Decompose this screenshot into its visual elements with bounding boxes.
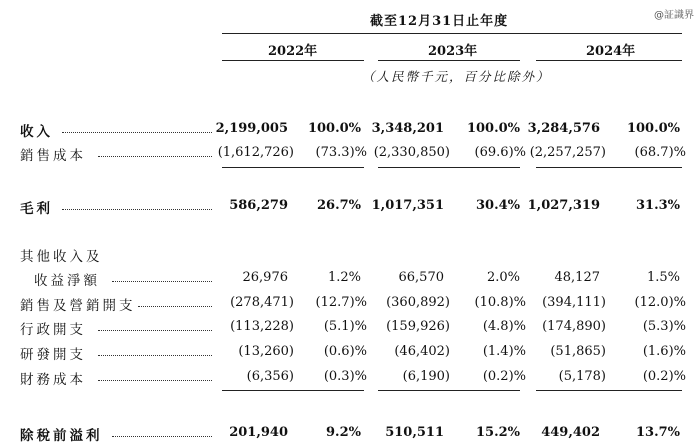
cell-cost-of-sales-2022-pct: (73.3)% — [315, 145, 367, 160]
cell-rd-2023-amount: (46,402) — [394, 344, 450, 359]
year-rule-2022 — [222, 60, 364, 61]
subtotal-rule-2024 — [536, 167, 682, 168]
cell-revenue-2022-pct: 100.0% — [307, 121, 361, 136]
cell-revenue-2024-amount: 3,284,576 — [527, 121, 600, 136]
period-title: 截至12月31日止年度 — [370, 14, 509, 29]
cell-admin-2022-pct: (5.1)% — [323, 319, 367, 334]
subtotal-rule-2023 — [378, 167, 520, 168]
cell-finance-2024-pct: (0.2)% — [642, 369, 686, 384]
cell-other-income-2024-amount: 48,127 — [554, 270, 600, 285]
year-rule-2024 — [536, 60, 682, 61]
header-rule-top — [222, 33, 682, 34]
cell-cost-of-sales-2024-pct: (68.7)% — [634, 145, 686, 160]
cell-rd-2024-amount: (51,865) — [550, 344, 606, 359]
cell-selling-2023-amount: (360,892) — [386, 295, 450, 310]
row-label-rd-expenses: 研發開支 — [20, 347, 86, 363]
cell-other-income-2022-pct: 1.2% — [327, 270, 361, 285]
cell-gross-profit-2022-pct: 26.7% — [316, 198, 361, 213]
subtotal-rule-2022 — [222, 390, 364, 391]
row-label-other-income-line2: 收益淨額 — [34, 273, 100, 289]
year-2024-header: 2024年 — [586, 44, 636, 59]
cell-gross-profit-2022-amount: 586,279 — [229, 198, 288, 213]
row-label-finance-costs: 財務成本 — [20, 372, 86, 388]
row-label-gross-profit: 毛利 — [20, 201, 53, 217]
subtotal-rule-2023 — [378, 390, 520, 391]
cell-rd-2024-pct: (1.6)% — [642, 344, 686, 359]
cell-cost-of-sales-2023-amount: (2,330,850) — [373, 145, 450, 160]
row-label-profit-before-tax: 除稅前溢利 — [20, 428, 103, 444]
cell-finance-2023-amount: (6,190) — [402, 369, 450, 384]
cell-selling-2024-pct: (12.0)% — [634, 295, 686, 310]
cell-pbt-2023-amount: 510,511 — [385, 425, 444, 440]
cell-selling-2024-amount: (394,111) — [542, 295, 606, 310]
year-2022-header: 2022年 — [268, 44, 318, 59]
cell-gross-profit-2023-pct: 30.4% — [475, 198, 520, 213]
cell-admin-2024-amount: (174,890) — [542, 319, 606, 334]
cell-pbt-2022-pct: 9.2% — [326, 425, 361, 440]
cell-rd-2022-amount: (13,260) — [238, 344, 294, 359]
row-label-other-income-line1: 其他收入及 — [20, 249, 103, 265]
cell-admin-2023-amount: (159,926) — [386, 319, 450, 334]
cell-gross-profit-2024-amount: 1,027,319 — [527, 198, 600, 213]
cell-admin-2023-pct: (4.8)% — [482, 319, 526, 334]
row-label-revenue: 收入 — [20, 124, 53, 140]
cell-admin-2022-amount: (113,228) — [230, 319, 294, 334]
row-label-admin-expenses: 行政開支 — [20, 322, 86, 338]
cell-rd-2022-pct: (0.6)% — [323, 344, 367, 359]
cell-revenue-2023-amount: 3,348,201 — [371, 121, 444, 136]
cell-finance-2022-amount: (6,356) — [246, 369, 294, 384]
year-rule-2023 — [378, 60, 520, 61]
cell-revenue-2024-pct: 100.0% — [626, 121, 680, 136]
subtotal-rule-2024 — [536, 390, 682, 391]
cell-pbt-2023-pct: 15.2% — [475, 425, 520, 440]
unit-note: （人民幣千元，百分比除外） — [362, 69, 551, 84]
watermark: @証識界 — [654, 10, 694, 21]
cell-cost-of-sales-2023-pct: (69.6)% — [474, 145, 526, 160]
cell-gross-profit-2024-pct: 31.3% — [635, 198, 680, 213]
subtotal-rule-2022 — [222, 167, 364, 168]
cell-revenue-2022-amount: 2,199,005 — [215, 121, 288, 136]
row-label-selling-expenses: 銷售及營銷開支 — [20, 298, 136, 314]
cell-pbt-2024-amount: 449,402 — [541, 425, 600, 440]
cell-revenue-2023-pct: 100.0% — [466, 121, 520, 136]
year-2023-header: 2023年 — [428, 44, 478, 59]
cell-finance-2024-amount: (5,178) — [558, 369, 606, 384]
cell-finance-2022-pct: (0.3)% — [323, 369, 367, 384]
cell-selling-2023-pct: (10.8)% — [474, 295, 526, 310]
cell-other-income-2024-pct: 1.5% — [646, 270, 680, 285]
cell-other-income-2023-amount: 66,570 — [398, 270, 444, 285]
cell-finance-2023-pct: (0.2)% — [482, 369, 526, 384]
cell-selling-2022-pct: (12.7)% — [315, 295, 367, 310]
cell-other-income-2022-amount: 26,976 — [242, 270, 288, 285]
cell-admin-2024-pct: (5.3)% — [642, 319, 686, 334]
cell-cost-of-sales-2024-amount: (2,257,257) — [529, 145, 606, 160]
cell-rd-2023-pct: (1.4)% — [482, 344, 526, 359]
cell-pbt-2022-amount: 201,940 — [229, 425, 288, 440]
cell-selling-2022-amount: (278,471) — [230, 295, 294, 310]
cell-pbt-2024-pct: 13.7% — [635, 425, 680, 440]
cell-other-income-2023-pct: 2.0% — [486, 270, 520, 285]
cell-cost-of-sales-2022-amount: (1,612,726) — [217, 145, 294, 160]
cell-gross-profit-2023-amount: 1,017,351 — [371, 198, 444, 213]
row-label-cost-of-sales: 銷售成本 — [20, 148, 86, 164]
